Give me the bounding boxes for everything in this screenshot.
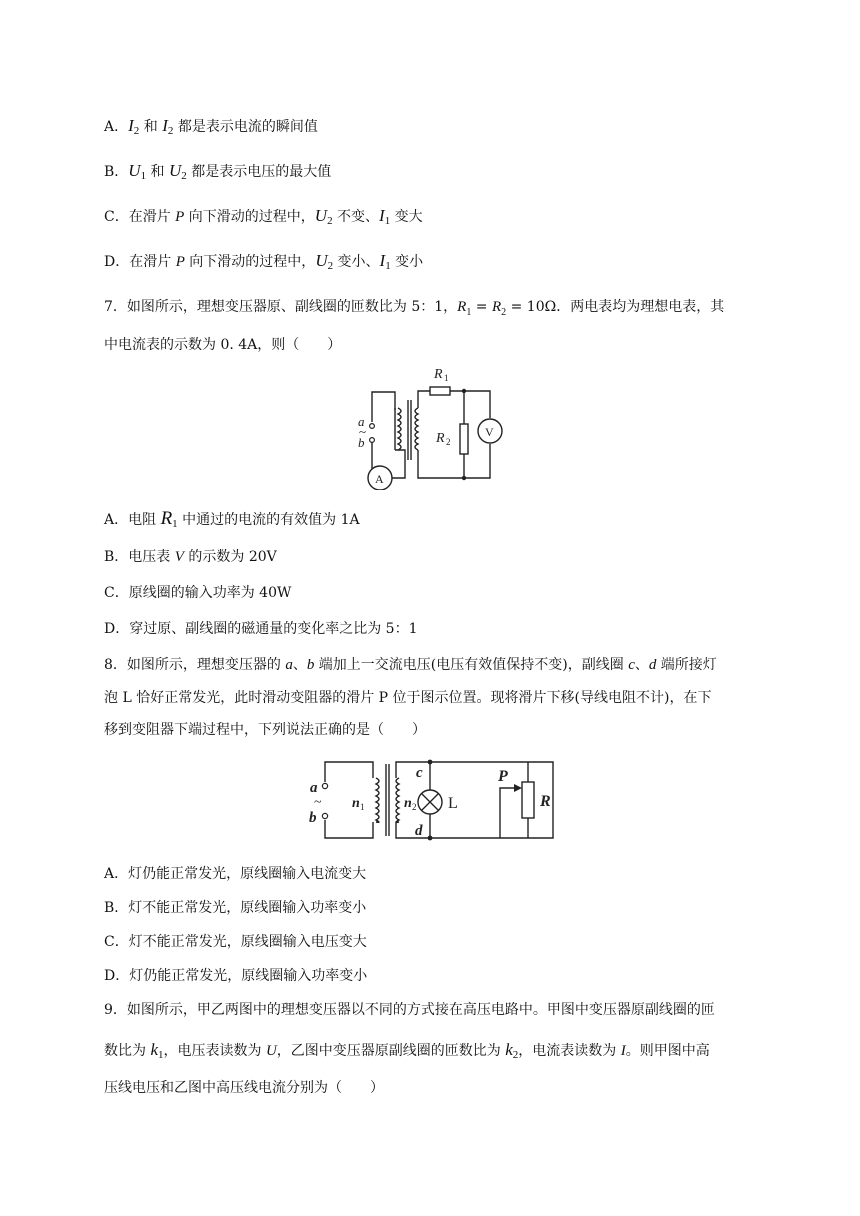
q6-option-d: D．在滑片 P 向下滑动的过程中，$U_2$ 变小、$I_1$ 变小 [104,251,424,272]
svg-text:R: R [436,431,445,446]
svg-text:L: L [448,795,458,812]
rheostat-r [522,782,534,818]
svg-text:n: n [352,796,360,811]
q8-circuit-figure [300,750,565,850]
svg-text:n: n [404,796,412,811]
svg-text:2: 2 [412,802,417,812]
svg-text:a: a [358,414,365,429]
q8-option-d: D．灯仍能正常发光，原线圈输入功率变小 [104,968,368,984]
q7-option-c: C．原线圈的输入功率为 40W [104,585,292,601]
q6-option-b: B．$U_1$ 和 $U_2$ 都是表示电压的最大值 [104,161,332,182]
svg-text:c: c [416,765,423,781]
svg-text:~: ~ [314,795,322,810]
q8-option-b: B．灯不能正常发光，原线圈输入功率变小 [104,900,367,916]
q9-stem-line2: 数比为 $k_1$，电压表读数为 U，乙图中变压器原副线圈的匝数比为 $k_2$，电流表读数为 I。则甲图中高 [104,1040,710,1061]
svg-text:R: R [434,367,443,382]
q8-option-c: C．灯不能正常发光，原线圈输入电压变大 [104,934,367,950]
svg-text:A: A [375,472,384,486]
svg-text:1: 1 [444,373,449,383]
resistor-r1 [430,387,450,395]
svg-text:a: a [310,780,318,796]
q6-option-a: A．$I_2$ 和 $I_2$ 都是表示电流的瞬间值 [104,116,318,137]
q8-stem-line3: 移到变阻器下端过程中，下列说法正确的是（ ） [104,722,426,738]
q7-stem-line2: 中电流表的示数为 0. 4A，则（ ） [104,337,342,353]
q7-stem-line1: 7．如图所示，理想变压器原、副线圈的匝数比为 5：1，$R_1 = R_2 = 10\Omega$．两电表均为理想电表，其 [104,299,725,318]
q7-option-b: B．电压表 V 的示数为 20V [104,549,277,565]
svg-text:b: b [309,810,317,826]
svg-text:R: R [540,793,551,810]
q8-stem-line2: 泡 L 恰好正常发光，此时滑动变阻器的滑片 P 位于图示位置。现将滑片下移(导线电阻不计)，在下 [104,690,712,706]
q7-circuit-figure [350,360,510,490]
svg-text:d: d [415,823,423,839]
q9-stem-line3: 压线电压和乙图中高压线电流分别为（ ） [104,1080,384,1096]
q8-option-a: A．灯仍能正常发光，原线圈输入电流变大 [104,866,367,882]
resistor-r2 [460,424,468,454]
svg-text:b: b [358,435,365,450]
svg-text:~: ~ [359,424,367,439]
svg-text:P: P [498,768,508,785]
q8-stem-line1: 8．如图所示，理想变压器的 a、b 端加上一交流电压(电压有效值保持不变)，副线圈 c、d 端所接灯 [104,657,717,673]
svg-text:1: 1 [360,802,365,812]
q7-option-d: D．穿过原、副线圈的磁通量的变化率之比为 5：1 [104,621,418,637]
q7-option-a: A．电阻 $R_1$ 中通过的电流的有效值为 1A [104,508,360,530]
q9-stem-line1: 9．如图所示，甲乙两图中的理想变压器以不同的方式接在高压电路中。甲图中变压器原副线圈的匝 [104,1002,715,1018]
q6-option-c: C．在滑片 P 向下滑动的过程中，$U_2$ 不变、$I_1$ 变大 [104,206,423,227]
svg-text:2: 2 [446,437,451,447]
svg-text:V: V [485,425,494,439]
